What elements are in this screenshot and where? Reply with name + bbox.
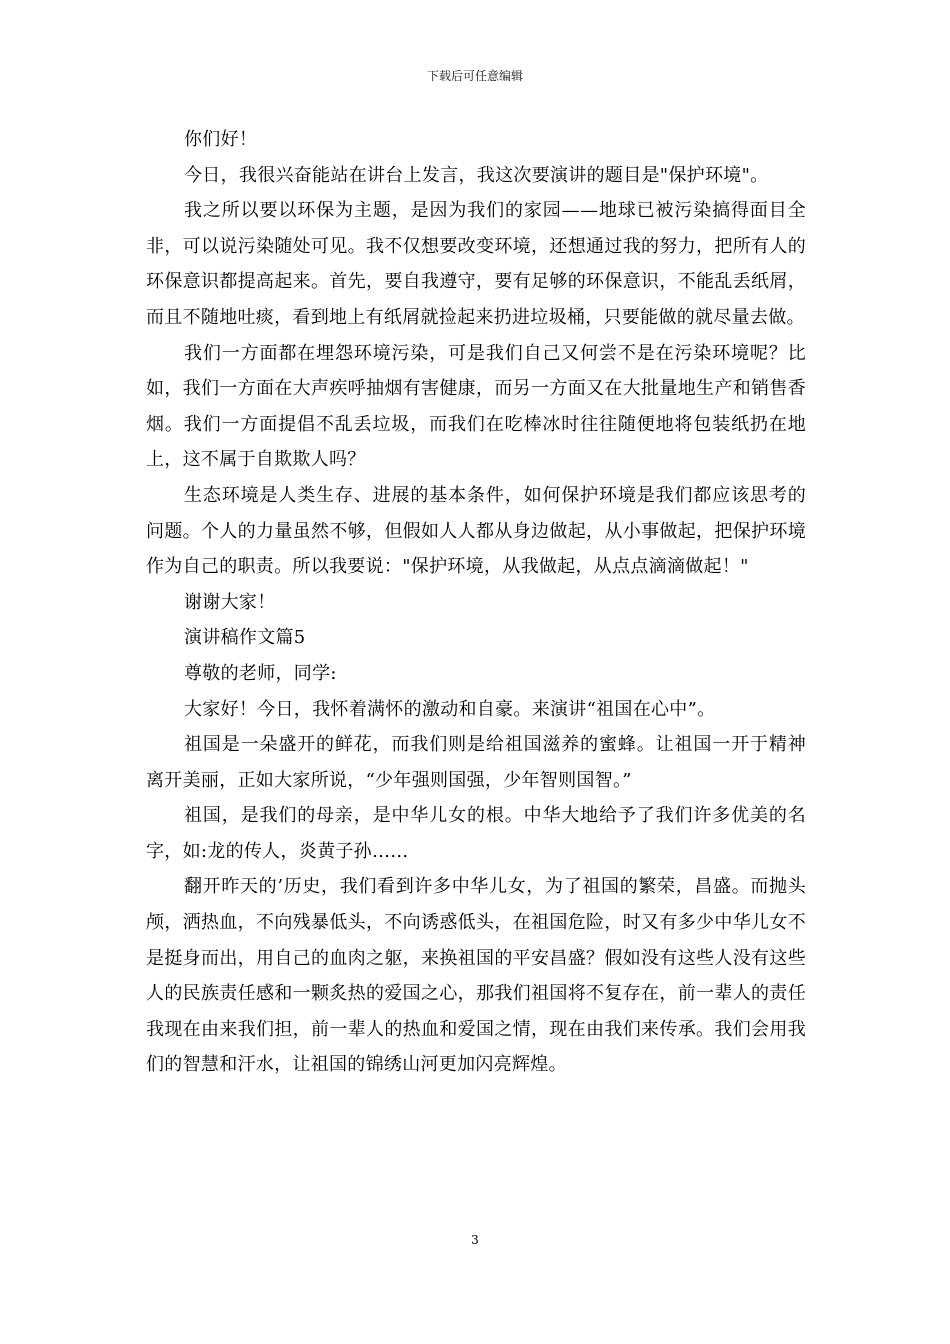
page-number: 3	[471, 1233, 479, 1247]
paragraph: 我们一方面都在埋怨环境污染，可是我们自己又何尝不是在污染环境呢？比如，我们一方面在大声疾呼抽烟有害健康，而另一方面又在大批量地生产和销售香烟。我们一方面提倡不乱丢垃圾，而我们在吃棒冰时往往随便地将包装纸扔在地上，这不属于自欺欺人吗？	[146, 342, 806, 471]
page-header: 下载后可任意编辑	[426, 69, 523, 83]
paragraph: 尊敬的老师，同学:	[184, 662, 337, 684]
document-body	[146, 122, 806, 1083]
paragraph: 祖国是一朵盛开的鲜花，而我们则是给祖国滋养的蜜蜂。让祖国一开于精神离开美丽，正如大家所说，“少年强则国强，少年智则国智。”	[146, 734, 806, 791]
paragraph: 今日，我很兴奋能站在讲台上发言，我这次要演讲的题目是"保护环境"。	[184, 164, 769, 186]
paragraph: 我之所以要以环保为主题，是因为我们的家园——地球已被污染搞得面目全非，可以说污染随处可见。我不仅想要改变环境，还想通过我的努力，把所有人的环保意识都提高起来。首先，要自我遵守，要有足够的环保意识，不能乱丢纸屑，而且不随地吐痰，看到地上有纸屑就捡起来扔进垃圾桶，只要能做的就尽量去做。	[146, 200, 806, 328]
paragraph: 你们好！	[184, 129, 258, 150]
paragraph: 翻开昨天的’历史，我们看到许多中华儿女，为了祖国的繁荣，昌盛。而抛头颅，洒热血，不向残暴低头，不向诱惑低头，在祖国危险，时又有多少中华儿女不是挺身而出，用自己的血肉之躯，来换祖国的平安昌盛？假如没有这些人没有这些人的民族责任感和一颗炙热的爱国之心，那我们祖国将不复存在，前一辈人的责任我现在由来我们担，前一辈人的热血和爱国之情，现在由我们来传承。我们会用我们的智慧和汗水，让祖国的锦绣山河更加闪亮辉煌。	[146, 876, 806, 1076]
paragraph: 祖国，是我们的母亲，是中华儿女的根。中华大地给予了我们许多优美的名字，如:龙的传人，炎黄子孙……	[146, 805, 806, 862]
paragraph: 生态环境是人类生存、进展的基本条件，如何保护环境是我们都应该思考的问题。个人的力量虽然不够，但假如人人都从身边做起，从小事做起，把保护环境作为自己的职责。所以我要说："保护环境，从我做起，从点点滴滴做起！"	[146, 484, 806, 578]
section-heading: 演讲稿作文篇5	[184, 627, 306, 649]
paragraph: 大家好！今日，我怀着满怀的激动和自豪。来演讲“祖国在心中”。	[184, 698, 716, 720]
paragraph: 谢谢大家！	[184, 591, 276, 613]
